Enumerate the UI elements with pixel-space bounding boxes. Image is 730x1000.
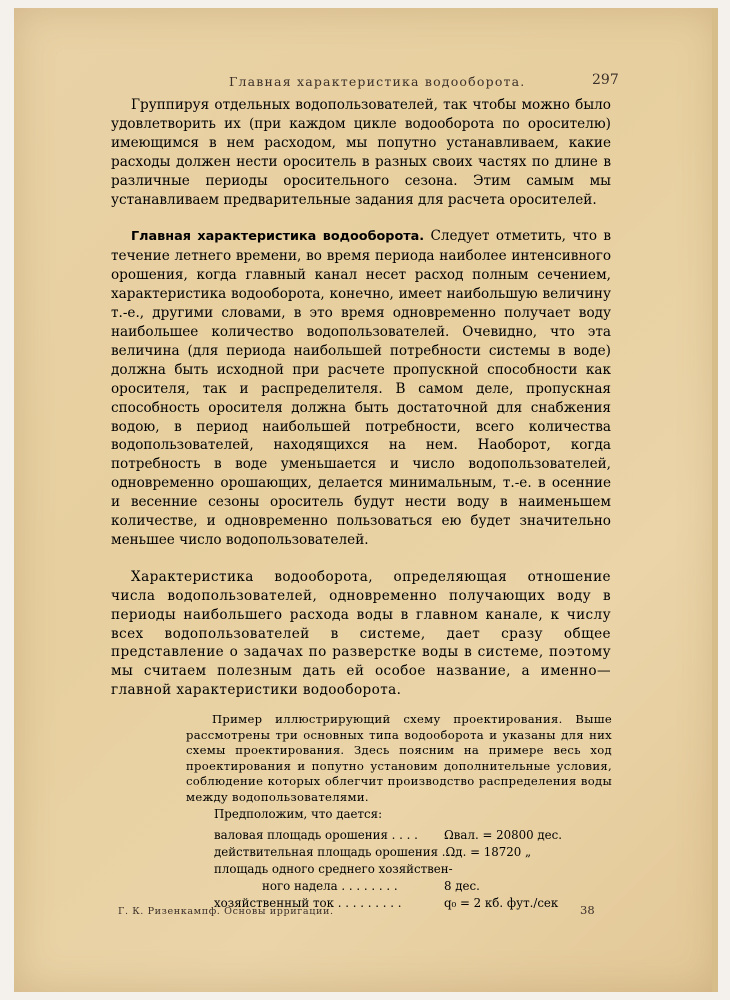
footer-author-title: Г. К. Ризенкампф. Основы ирригации. bbox=[118, 906, 334, 917]
given-label: ного надела . . . . . . . . bbox=[262, 879, 398, 893]
printer-signature: 38 bbox=[580, 903, 595, 917]
paragraph-main-characteristic-text: Следует отметить, что в течение летнего времени, во время периода наиболее интенсивного орошения, когда главный канал несет расход полным сечением, характеристика водооборота, конечно, имеет наибольшую величину т.-е., другими словами, в это время одновременно получает воду наибольшее количество водопользователей. Очевидно, что эта величина (для периода наибольшей потребности системы в воде) должна быть исходной при расчете пропускной способности как оросителя, так и распределителя. В самом деле, пропускная способность оросителя должна быть достаточной для снабжения водою, в период наибольшей потребности, всего количества водопользователей, находящихся на нем. Наоборот, когда потребность в воде уменьшается и число водопользователей, одновременно орошающих, делается минимальным, т.-е. в осенние и весенние сезоны ороситель будут нести воду в наименьшем количестве, и одновременно пользоваться ею будет значительно меньшее число водопользователей. bbox=[111, 228, 611, 548]
given-value: q₀ = 2 кб. фут./сек bbox=[444, 896, 559, 910]
paragraph-characteristic-definition: Характеристика водооборота, определяющая отношение числа водопользователей, одновременно получающих воду в периоды наибольшего расхода воды в главном канале, к числу всех водопользователей в системе, дает сразу общее представление о задачах по разверстке воды в системе, поэтому мы считаем полезным дать ей особое название, а именно—главной характеристики водооборота. bbox=[111, 568, 611, 699]
example-title: Пример иллюстрирующий схему проектирования. bbox=[212, 712, 563, 726]
given-label: хозяйственный ток . . . . . . . . . bbox=[214, 896, 402, 910]
given-intro: Предположим, что дается: bbox=[214, 807, 383, 821]
body-text bbox=[111, 96, 611, 700]
given-value: 8 дес. bbox=[444, 879, 480, 893]
section-heading: Главная характеристика водооборота. bbox=[131, 229, 425, 245]
given-label: действительная площадь орошения . bbox=[214, 845, 446, 859]
given-data bbox=[214, 806, 594, 912]
given-row bbox=[214, 878, 594, 895]
given-label: валовая площадь орошения . . . . bbox=[214, 828, 418, 842]
given-value: Ωвал. = 20800 дес. bbox=[444, 828, 562, 842]
page-header bbox=[14, 74, 718, 94]
example-text: Выше рассмотрены три основных типа водооборота и указаны для них схемы проектирования. Здесь поясним на примере весь ход проектирования и попутно установим дополнительные условия, соблюдение которых облегчит производство распределения воды между водопользователями. bbox=[186, 712, 612, 804]
given-row bbox=[214, 861, 594, 878]
page-number: 297 bbox=[592, 72, 619, 88]
given-label: площадь одного среднего хозяйствен- bbox=[214, 862, 453, 876]
paragraph-main-characteristic bbox=[111, 227, 611, 549]
given-value bbox=[453, 861, 603, 878]
example-block bbox=[186, 712, 612, 805]
running-title: Главная характеристика водооборота. bbox=[229, 74, 526, 89]
paragraph-grouping: Группируя отдельных водопользователей, так чтобы можно было удовлетворить их (при каждом цикле водооборота по оросителю) имеющимся в нем расходом, мы попутно устанавливаем, какие расходы должен нести ороситель в разных своих частях по длине в различные периоды оросительного сезона. Этим самым мы устанавливаем предварительные задания для расчета оросителей. bbox=[111, 97, 611, 208]
given-row bbox=[214, 844, 594, 861]
page-edge bbox=[712, 8, 718, 992]
given-row bbox=[214, 827, 594, 844]
given-value: Ωд. = 18720 „ bbox=[445, 845, 532, 859]
